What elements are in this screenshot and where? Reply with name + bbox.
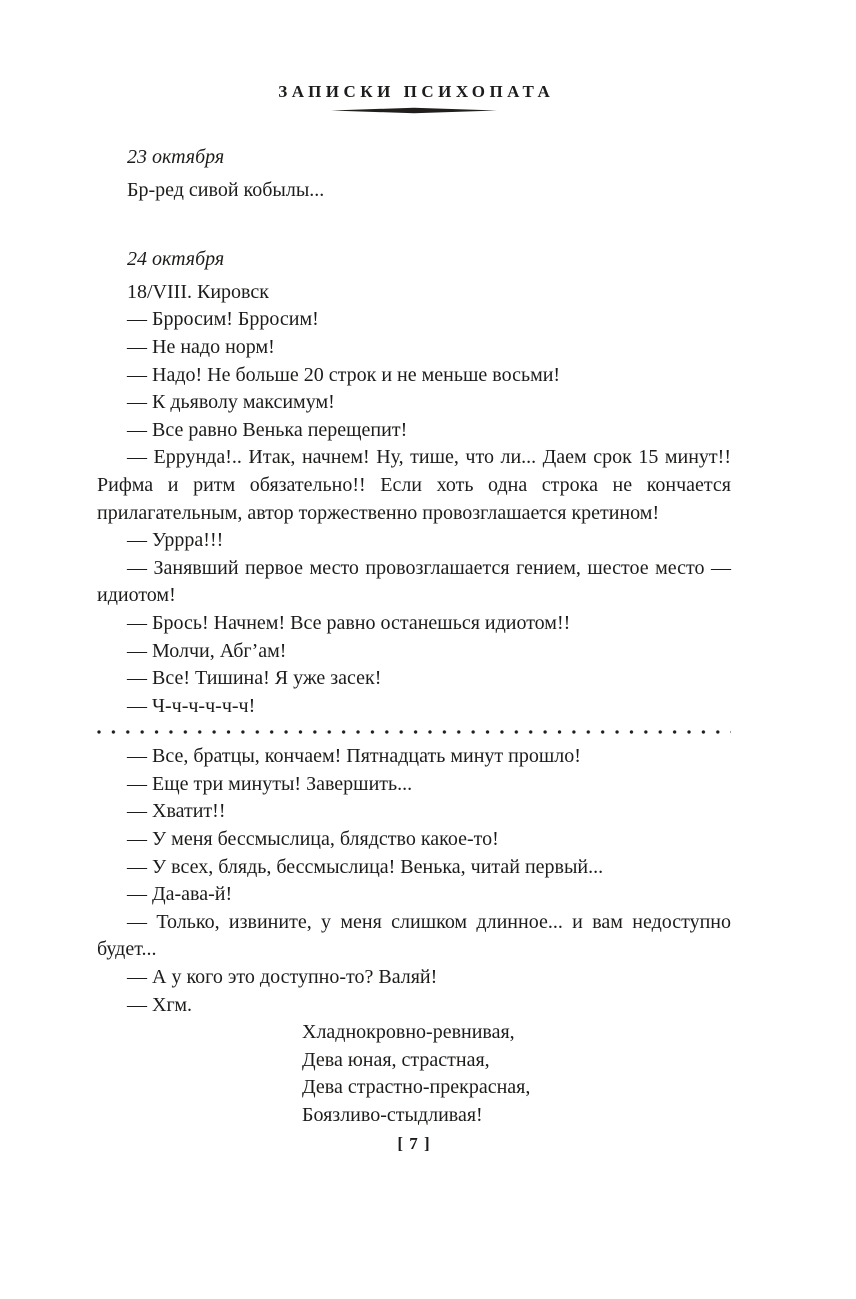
verse-line: Боязливо-стыдливая!	[302, 1104, 483, 1126]
date-heading: 23 октября	[127, 146, 225, 168]
running-header	[97, 82, 731, 114]
verse-line: Хладнокровно-ревнивая,	[302, 1021, 515, 1044]
paragraph: — Все равно Венька перещепит!	[127, 418, 408, 441]
paragraph: Бр-ред сивой кобылы...	[127, 178, 325, 201]
paragraph: — А у кого это доступно-то? Валяй!	[127, 966, 438, 989]
paragraph: — У всех, блядь, бессмыслица! Венька, читай первый...	[127, 855, 604, 878]
entry-oct-24	[97, 246, 731, 1129]
paragraph: — Еще три минуты! Завершить...	[127, 772, 413, 795]
paragraph: — Хватит!!	[127, 800, 226, 823]
paragraph: — У меня бессмыслица, блядство какое-то!	[127, 828, 499, 851]
verse-line: Дева юная, страстная,	[302, 1048, 490, 1071]
page-title: ЗАПИСКИ ПСИХОПАТА	[278, 82, 555, 101]
date-heading: 24 октября	[127, 248, 225, 271]
paragraph: — Ч-ч-ч-ч-ч-ч!	[127, 694, 256, 717]
paragraph: — Надо! Не больше 20 строк и не меньше восьми!	[127, 363, 561, 386]
paragraph: — Все! Тишина! Я уже засек!	[127, 667, 382, 690]
book-page	[97, 0, 731, 1154]
paragraph: — Брросим! Брросим!	[127, 308, 319, 331]
paragraph: — Все, братцы, кончаем! Пятнадцать минут прошло!	[127, 745, 581, 768]
paragraph: — Занявший первое место провозглашается гением, шестое место — идиотом!	[97, 556, 731, 607]
verse-line: Дева страстно-прекрасная,	[302, 1076, 531, 1099]
header-rule-ornament-icon	[331, 107, 497, 114]
dotted-separator	[97, 730, 731, 734]
paragraph: — К дьяволу максимум!	[127, 391, 335, 414]
page-number: [ 7 ]	[397, 1133, 431, 1153]
paragraph: — Да-ава-й!	[127, 883, 233, 906]
paragraph: — Не надо норм!	[127, 335, 275, 358]
paragraph: — Хгм.	[127, 993, 193, 1016]
verse-block	[302, 1019, 731, 1129]
paragraph: — Молчи, Абг’ам!	[127, 639, 287, 662]
paragraph: — Уррра!!!	[127, 529, 224, 552]
paragraph: — Только, извините, у меня слишком длинное... и вам недоступно будет...	[97, 910, 731, 961]
paragraph: 18/VIII. Кировск	[127, 280, 269, 303]
entry-oct-23	[97, 144, 731, 204]
paragraph: — Еррунда!.. Итак, начнем! Ну, тише, что ли... Даем срок 15 минут!! Рифма и ритм обязательно!! Если хоть одна строка не кончается прилагательным, автор торжественно провозглашается кретином!	[97, 446, 731, 524]
paragraph: — Брось! Начнем! Все равно останешься идиотом!!	[127, 611, 571, 634]
page-footer	[97, 1134, 731, 1154]
